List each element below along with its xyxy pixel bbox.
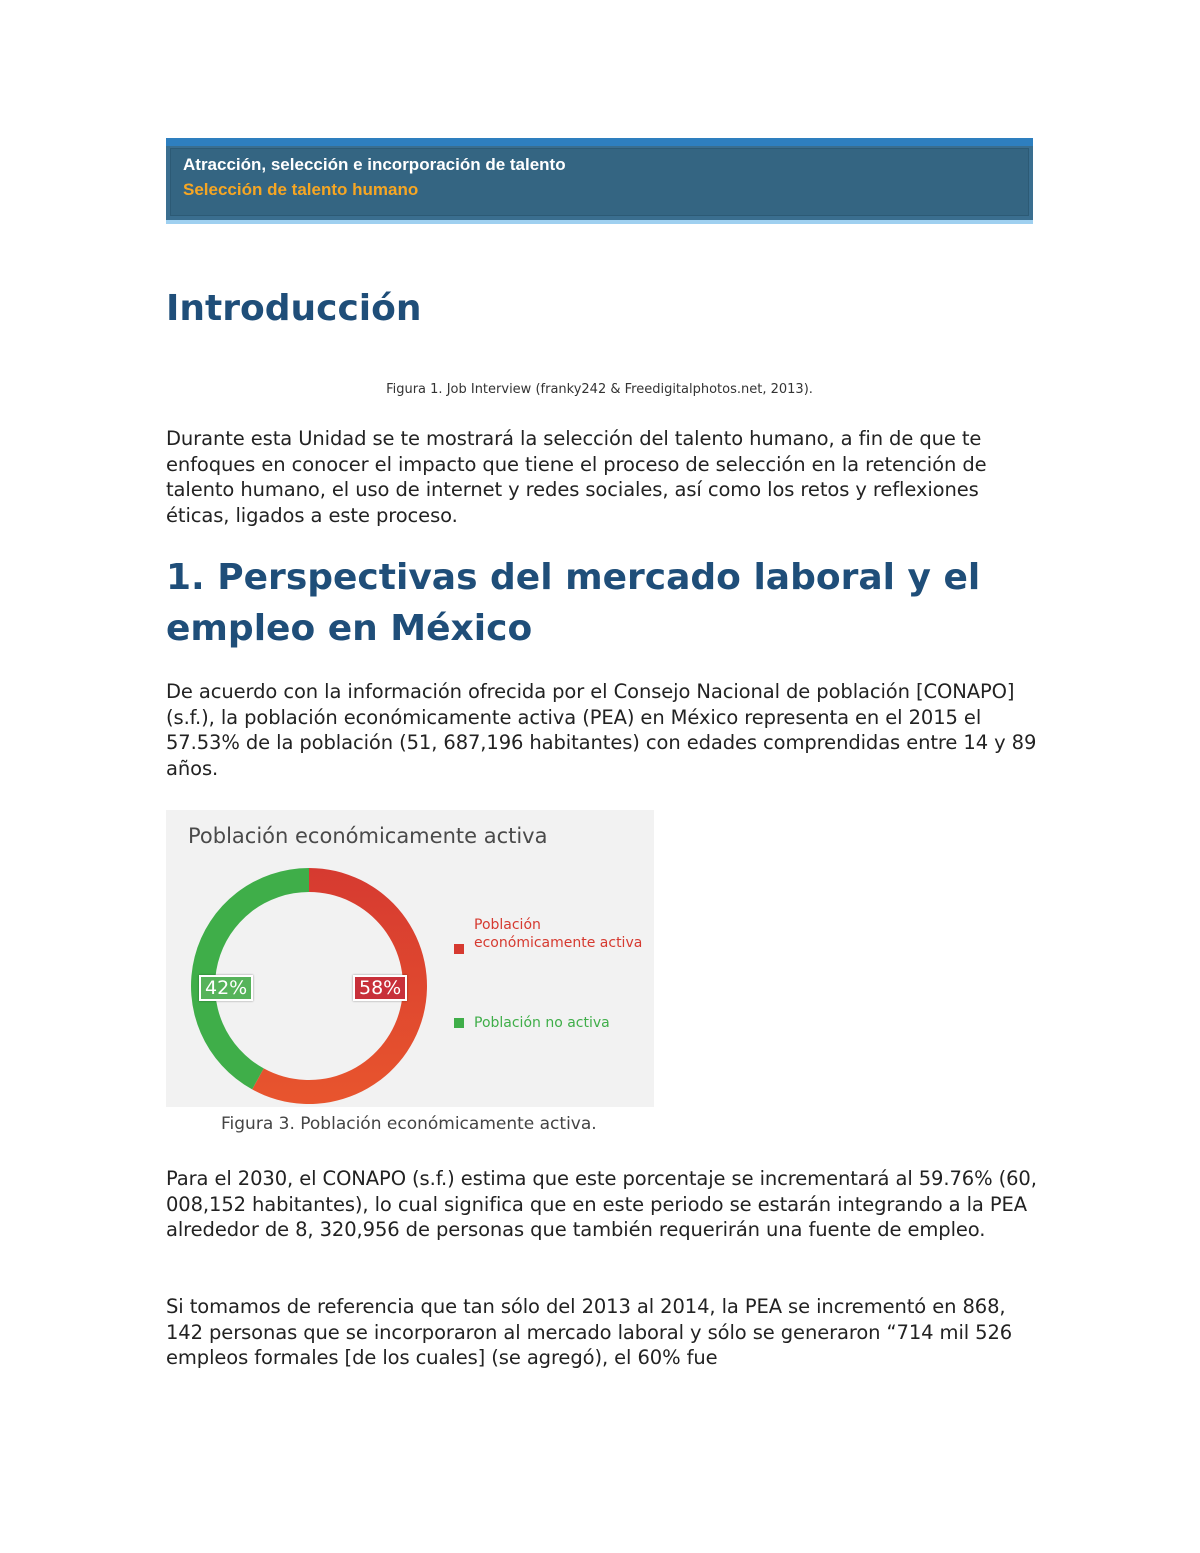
legend-label-activa: Población económicamente activa [474, 917, 643, 951]
course-title: Atracción, selección e incorporación de talento [183, 155, 566, 174]
section-1-paragraph-3: Si tomamos de referencia que tan sólo del 2013 al 2014, la PEA se incrementó en 868, 142 personas que se incorporaron al mercado laboral y sólo se generaron “714 mil 526 empleos formales [de los cuales] (se agregó), el 60% fue [166, 1295, 1013, 1369]
section-1-paragraph-1: De acuerdo con la información ofrecida por el Consejo Nacional de población [CONAPO] (s.f.), la población económicamente activa (PEA) en México representa en el 2015 el 57.53% de la población (51, 687,196 habitantes) con edades comprendidas entre 14 y 89 años. [166, 680, 1037, 780]
section-1-heading: 1. Perspectivas del mercado laboral y el empleo en México [166, 557, 981, 649]
intro-paragraph: Durante esta Unidad se te mostrará la selección del talento humano, a fin de que te enfoques en conocer el impacto que tiene el proceso de selección en la retención de talento humano, el uso de internet y redes sociales, así como los retos y reflexiones éticas, ligados a este proceso. [166, 427, 987, 527]
figure-3-caption: Figura 3. Población económicamente activa. [221, 1114, 597, 1134]
donut-svg [166, 810, 654, 1107]
intro-heading: Introducción [166, 288, 422, 329]
banner-inner [170, 148, 1029, 216]
course-header-banner [166, 138, 1033, 224]
unit-subtitle: Selección de talento humano [183, 180, 419, 199]
section-1-paragraph-2: Para el 2030, el CONAPO (s.f.) estima que este porcentaje se incrementará al 59.76% (60, 008,152 habitantes), lo cual significa que en este periodo se estarán integrando a la PEA alrededor de 8, 320,956 de personas que también requerirán una fuente de empleo. [166, 1167, 1037, 1241]
chart-title: Población económicamente activa [188, 824, 548, 848]
figure-1-caption: Figura 1. Job Interview (franky242 & Freedigitalphotos.net, 2013). [386, 382, 813, 397]
slice-label-activa: 58% [353, 975, 407, 1001]
slice-label-no-activa: 42% [199, 975, 253, 1001]
legend-swatch-red [454, 944, 464, 954]
pea-donut-chart [166, 810, 654, 1107]
legend-label-no-activa: Población no activa [474, 1015, 610, 1031]
legend-swatch-green [454, 1018, 464, 1028]
